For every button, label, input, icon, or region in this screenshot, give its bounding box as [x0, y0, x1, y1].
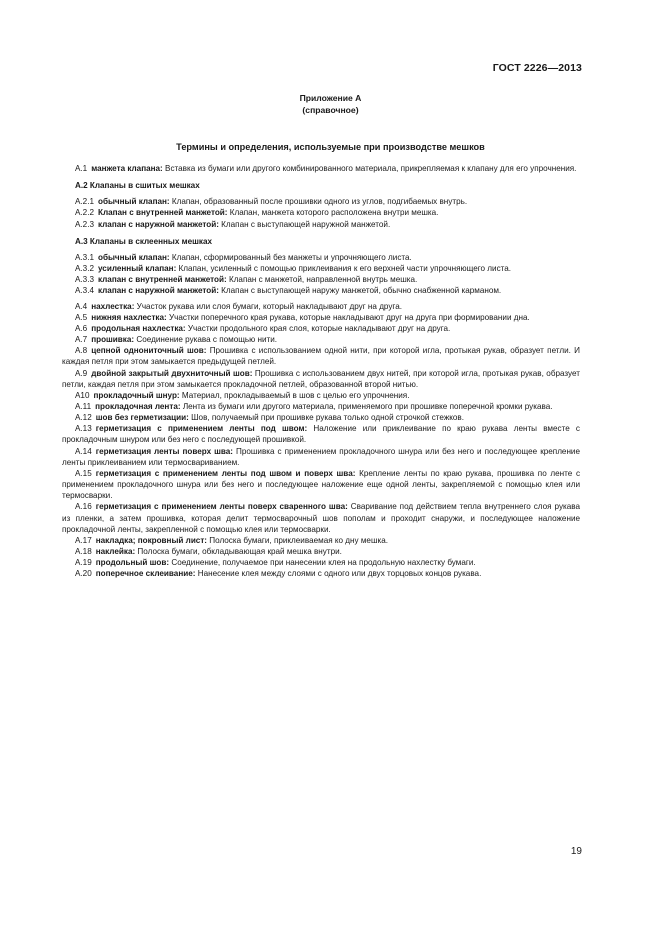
term-name: герметизация ленты поверх шва:	[95, 446, 234, 456]
term-definition	[62, 345, 580, 367]
term-definition	[62, 274, 580, 285]
term-name: продольная нахлестка:	[91, 323, 186, 333]
term-text: Крепление ленты по краю рукава, прошивка по ленте с применением прокладочного шнура или без него и последующее наложение еще одной ленты, закрепляемой с помощью клея или термосварки.	[62, 468, 581, 501]
term-text: Нанесение клея между слоями с одного или двух торцовых концов рукава.	[195, 569, 482, 579]
term-definition	[62, 446, 580, 468]
term-number: А.9	[75, 368, 88, 378]
term-definition	[62, 196, 580, 207]
term-number: А.11	[75, 401, 92, 411]
term-definition	[62, 412, 580, 423]
term-name: двойной закрытый двухниточный шов:	[91, 368, 253, 378]
term-name: герметизация с применением ленты поверх сваренного шва:	[95, 502, 348, 512]
term-name: манжета клапана:	[91, 164, 163, 173]
term-text: Клапан, манжета которого расположена внутри мешка.	[227, 208, 439, 218]
term-text: Прошивка с применением прокладочного шнура или без него и последующее крепление ленты приклеиванием или термосвариванием.	[62, 446, 580, 467]
term-name: прокладочная лента:	[95, 401, 181, 411]
term-number: А.17	[75, 535, 92, 545]
term-text: Участки поперечного края рукава, которые накладывают друг на друга при формировании дна.	[166, 312, 530, 322]
term-definition	[62, 163, 580, 174]
term-text: Наложение или приклеивание по краю рукава ленты вместе с прокладочным шнуром или без него с последующей прошивкой.	[62, 424, 580, 445]
term-definition	[62, 334, 580, 345]
appendix-subtitle: (справочное)	[302, 105, 359, 115]
term-text: Сваривание под действием тепла внутреннего слоя рукава из пленки, а затем прошивка, которая делит термосварочный шов пополам и проходит снаружи, и последующее наложение прокладочной ленты, закрепленной с помощью клея или термосварки.	[62, 502, 581, 534]
term-number: А.3.1	[75, 252, 94, 262]
term-definition	[62, 568, 580, 579]
term-name: Клапан с внутренней манжетой:	[97, 208, 228, 218]
term-name: обычный клапан:	[97, 197, 170, 207]
term-definition	[62, 546, 580, 557]
term-definition	[62, 557, 580, 568]
term-number: А10	[75, 390, 90, 400]
term-definition	[62, 468, 580, 501]
term-text: Материал, прокладываемый в шов с целью его упрочнения.	[179, 390, 410, 400]
term-text: Вставка из бумаги или другого комбинированного материала, прикрепляемая к клапану для его упрочнения.	[162, 164, 577, 173]
term-number: А.6	[75, 323, 88, 333]
term-definition	[62, 263, 580, 274]
term-text: Соединение рукава с помощью нити.	[134, 335, 278, 345]
term-definition	[62, 368, 580, 390]
term-number: А.4	[75, 301, 88, 311]
term-text: Полоска бумаги, обкладывающая край мешка внутри.	[135, 547, 342, 556]
term-number: А.16	[75, 502, 92, 512]
term-name: прошивка:	[91, 335, 135, 345]
term-name: клапан с наружной манжетой:	[97, 286, 219, 296]
term-number: А.19	[75, 558, 92, 568]
term-name: прокладочный шнур:	[93, 390, 180, 400]
term-definition	[62, 252, 580, 263]
term-name: герметизация с применением ленты под швом:	[95, 424, 308, 434]
term-number: А.3.3	[75, 275, 94, 285]
term-text: Соединение, получаемое при нанесении клея на продольную нахлестку бумаги.	[169, 558, 476, 568]
term-text: Клапан, образованный после прошивки одного из углов, подгибаемых внутрь.	[169, 197, 468, 207]
term-number: А.7	[75, 335, 88, 345]
term-text: Участки продольного края слоя, которые накладывают друг на друга.	[185, 323, 451, 333]
term-number: А.8	[75, 346, 88, 356]
page-number: 19	[570, 846, 582, 857]
term-name: наклейка:	[95, 547, 136, 556]
term-name: нижняя нахлестка:	[91, 312, 167, 322]
term-definition	[62, 301, 580, 312]
term-number: А.20	[75, 569, 92, 579]
term-text: Прошивка с использованием двух нитей, при которой игла, протыкая рукав, образует петли, каждая петля при этом замыкается прокладочной петлей, образованной второй нитью.	[62, 368, 580, 389]
term-text: Клапан, сформированный без манжеты и упрочняющего листа.	[169, 252, 412, 262]
term-definition	[62, 423, 580, 445]
term-definition	[62, 535, 580, 546]
term-text: Лента из бумаги или другого материала, применяемого при прошивке поперечной кромки рукава.	[180, 401, 553, 411]
term-name: продольный шов:	[95, 558, 170, 568]
term-text: Клапан с манжетой, направленной внутрь мешка.	[226, 275, 418, 285]
term-text: Шов, получаемый при прошивке рукава только одной строчкой стежков.	[188, 413, 465, 423]
term-name: цепной однониточный шов:	[91, 346, 207, 356]
term-number: А.13	[75, 424, 92, 434]
terms-list	[62, 163, 580, 579]
term-name: герметизация с применением ленты под швом и поверх шва:	[95, 468, 356, 478]
term-name: обычный клапан:	[97, 252, 170, 262]
term-definition	[62, 207, 580, 218]
term-number: А.2.3	[75, 219, 94, 229]
term-number: А.2.1	[75, 197, 94, 207]
term-name: клапан с внутренней манжетой:	[97, 275, 227, 285]
term-name: усиленный клапан:	[97, 264, 177, 274]
term-name: поперечное склеивание:	[95, 569, 196, 579]
subsection-heading: А.2 Клапаны в сшитых мешках	[75, 181, 200, 191]
term-name: нахлестка:	[91, 301, 135, 311]
standard-header: ГОСТ 2226—2013	[492, 62, 582, 74]
subsection-heading: А.3 Клапаны в склеенных мешках	[75, 236, 213, 246]
section-title: Термины и определения, используемые при производстве мешков	[176, 142, 485, 152]
term-number: А.12	[75, 413, 92, 423]
term-text: Полоска бумаги, приклеиваемая ко дну мешка.	[207, 535, 388, 545]
term-definition	[62, 390, 580, 401]
appendix-title: Приложение А	[299, 93, 362, 103]
term-number: А.15	[75, 468, 92, 478]
term-number: А.3.4	[75, 286, 94, 296]
term-name: шов без герметизации:	[95, 413, 189, 423]
term-text: Клапан, усиленный с помощью приклеивания к его верхней части упрочняющего листа.	[176, 264, 512, 274]
term-name: клапан с наружной манжетой:	[97, 219, 219, 229]
term-number: А.1	[75, 164, 88, 173]
term-text: Участок рукава или слоя бумаги, который накладывают друг на друга.	[134, 301, 402, 311]
term-definition	[62, 501, 580, 534]
term-text: Клапан с выступающей наружу манжетой, обычно снабженной карманом.	[218, 286, 502, 296]
term-definition	[62, 219, 580, 230]
term-definition	[62, 285, 580, 296]
term-number: А.3.2	[75, 264, 94, 274]
term-number: А.14	[75, 446, 92, 456]
term-text: Клапан с выступающей наружной манжетой.	[218, 219, 391, 229]
term-text: Прошивка с использованием одной нити, при которой игла, протыкая рукав, образует петли. И каждая петля при этом замыкается предыдущей петлей.	[62, 346, 580, 367]
term-name: накладка; покровный лист:	[95, 535, 208, 545]
term-number: А.18	[75, 547, 92, 556]
term-number: А.2.2	[75, 208, 94, 218]
term-number: А.5	[75, 312, 88, 322]
appendix-heading	[0, 92, 661, 116]
term-definition	[62, 312, 580, 323]
term-definition	[62, 401, 580, 412]
term-definition	[62, 323, 580, 334]
